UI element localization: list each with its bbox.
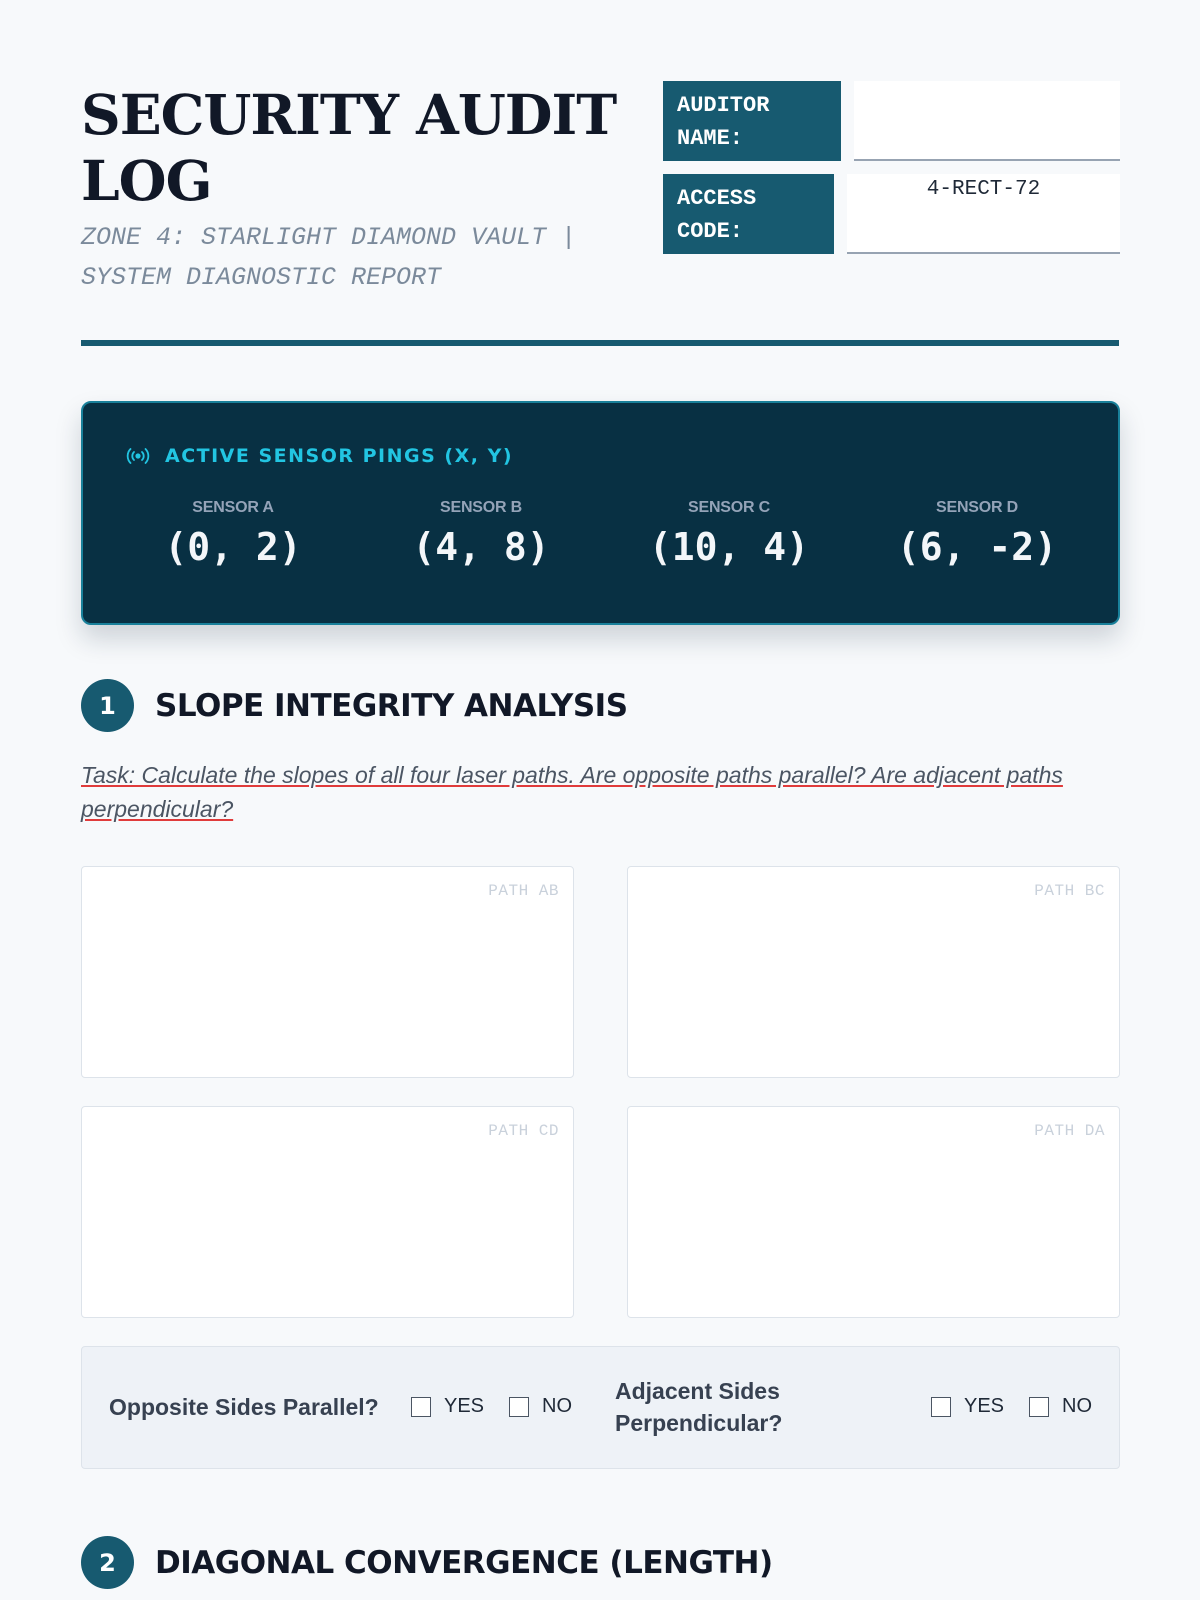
work-box-path-bc[interactable] <box>627 866 1120 1078</box>
checkbox[interactable] <box>411 1397 431 1417</box>
header <box>81 0 1119 348</box>
page-subtitle: ZONE 4: STARLIGHT DIAMOND VAULT | SYSTEM DIAGNOSTIC REPORT <box>81 223 577 292</box>
work-box-path-ab[interactable] <box>81 866 574 1078</box>
option-label: NO <box>542 1395 572 1417</box>
option-label: YES <box>964 1395 1005 1417</box>
sensor-a <box>109 499 357 569</box>
section-title: DIAGONAL CONVERGENCE (LENGTH) <box>155 1544 773 1581</box>
header-divider <box>81 340 1119 346</box>
work-box-label: PATH DA <box>1034 1122 1105 1140</box>
section-title: SLOPE INTEGRITY ANALYSIS <box>155 687 628 724</box>
sensor-coordinate: (4, 8) <box>412 525 550 569</box>
option-label: YES <box>444 1395 485 1417</box>
work-box-path-da[interactable] <box>627 1106 1120 1318</box>
verification-panel <box>81 1346 1120 1469</box>
perpendicular-no-option[interactable] <box>1029 1395 1092 1418</box>
page-title: SECURITY AUDIT LOG <box>81 82 617 213</box>
sensor-coordinate: (0, 2) <box>164 525 302 569</box>
access-code-field[interactable]: 4-RECT-72 <box>847 174 1120 254</box>
sensor-d <box>853 499 1101 569</box>
auditor-name-label: AUDITOR NAME: <box>663 81 841 161</box>
sensor-name: SENSOR D <box>936 499 1018 516</box>
work-box-label: PATH CD <box>488 1122 559 1140</box>
sensor-b <box>357 499 605 569</box>
section-number-badge: 1 <box>81 679 134 732</box>
perpendicular-yes-option[interactable] <box>931 1395 1004 1418</box>
parallel-yes-option[interactable] <box>411 1395 484 1418</box>
sensor-coordinate: (10, 4) <box>648 525 810 569</box>
sensor-c <box>605 499 853 569</box>
section-number-badge: 2 <box>81 1536 134 1589</box>
checkbox[interactable] <box>509 1397 529 1417</box>
signal-broadcast-icon <box>125 446 151 466</box>
sensor-pings-heading <box>125 445 513 467</box>
work-box-label: PATH AB <box>488 882 559 900</box>
work-box-path-cd[interactable] <box>81 1106 574 1318</box>
parallel-no-option[interactable] <box>509 1395 572 1418</box>
access-code-label: ACCESS CODE: <box>663 174 834 254</box>
parallel-question: Opposite Sides Parallel? <box>109 1394 379 1420</box>
sensor-grid <box>109 499 1101 569</box>
task-instructions: Task: Calculate the slopes of all four laser paths. Are opposite paths parallel? Are adjacent paths perpendicular? <box>81 762 1063 822</box>
sensor-pings-panel <box>81 401 1120 625</box>
auditor-name-field[interactable] <box>854 81 1120 161</box>
option-label: NO <box>1062 1395 1092 1417</box>
sensor-name: SENSOR B <box>440 499 522 516</box>
perpendicular-question: Adjacent Sides Perpendicular? <box>615 1378 783 1436</box>
checkbox[interactable] <box>1029 1397 1049 1417</box>
work-box-label: PATH BC <box>1034 882 1105 900</box>
sensor-coordinate: (6, -2) <box>896 525 1058 569</box>
section-1-header <box>81 679 628 732</box>
checkbox[interactable] <box>931 1397 951 1417</box>
section-2-header <box>81 1536 773 1589</box>
sensor-name: SENSOR A <box>192 499 274 516</box>
sensor-name: SENSOR C <box>688 499 770 516</box>
sensor-pings-title: ACTIVE SENSOR PINGS (X, Y) <box>165 445 514 467</box>
